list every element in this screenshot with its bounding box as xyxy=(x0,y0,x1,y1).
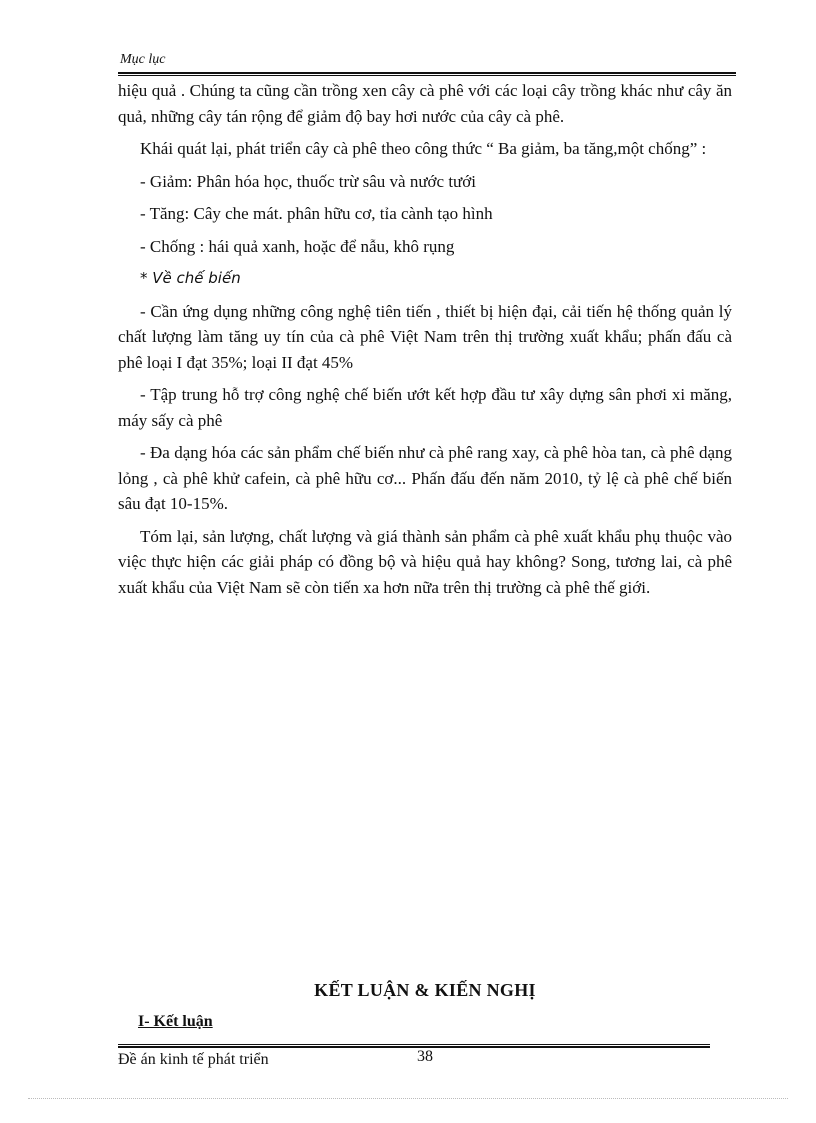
list-item-technology: - Cần ứng dụng những công nghệ tiên tiến , thiết bị hiện đại, cải tiến hệ thống quản lý chất lượng làm tăng uy tín của cà phê Việt Nam trên thị trường xuất khẩu; phấn đấu cà phê loại I đạt 35%; loại II đạt 45% xyxy=(118,301,732,372)
page-edge-divider xyxy=(28,1098,788,1099)
footer-rule xyxy=(118,1044,710,1048)
list-item-wet-processing: - Tập trung hỗ trợ công nghệ chế biến ướt kết hợp đầu tư xây dựng sân phơi xi măng, máy sấy cà phê xyxy=(118,385,732,430)
footer-doc-title: Đề án kinh tế phát triển xyxy=(118,1051,269,1068)
list-item-reduce: - Giảm: Phân hóa học, thuốc trừ sâu và nước tưới xyxy=(140,171,476,191)
running-header: Mục lục xyxy=(120,52,166,67)
paragraph-continuation: hiệu quả . Chúng ta cũng cần trồng xen cây cà phê với các loại cây trồng khác như cây ăn quả, những cây tán rộng để giảm độ bay hơi nước của cây cà phê. xyxy=(118,81,732,126)
list-item-increase: - Tăng: Cây che mát. phân hữu cơ, tỉa cành tạo hình xyxy=(140,204,493,223)
section-title: KẾT LUẬN & KIẾN NGHỊ xyxy=(314,980,536,1000)
paragraph-conclusion: Tóm lại, sản lượng, chất lượng và giá thành sản phẩm cà phê xuất khẩu phụ thuộc vào việc thực hiện các giải pháp có đồng bộ và hiệu quả hay không? Song, tương lai, cà phê xuất khẩu của Việt Nam sẽ còn tiến xa hơn nữa trên thị trường cà phê thế giới. xyxy=(118,526,732,597)
body-text xyxy=(118,78,732,607)
subheading-processing: * Về chế biến xyxy=(140,269,241,287)
subsection-title: I- Kết luận xyxy=(138,1013,213,1030)
header-rule xyxy=(118,72,736,76)
paragraph-summary-formula: Khái quát lại, phát triển cây cà phê theo công thức “ Ba giảm, ba tăng,một chống” : xyxy=(140,139,707,158)
list-item-diversify: - Đa dạng hóa các sản phẩm chế biến như cà phê rang xay, cà phê hòa tan, cà phê dạng lỏng , cà phê khử cafein, cà phê hữu cơ... Phấn đấu đến năm 2010, tỷ lệ cà phê chế biến sâu đạt 10-15%. xyxy=(118,443,732,513)
list-item-prevent: - Chống : hái quả xanh, hoặc để nẫu, khô rụng xyxy=(140,236,455,256)
page-number: 38 xyxy=(417,1048,433,1065)
